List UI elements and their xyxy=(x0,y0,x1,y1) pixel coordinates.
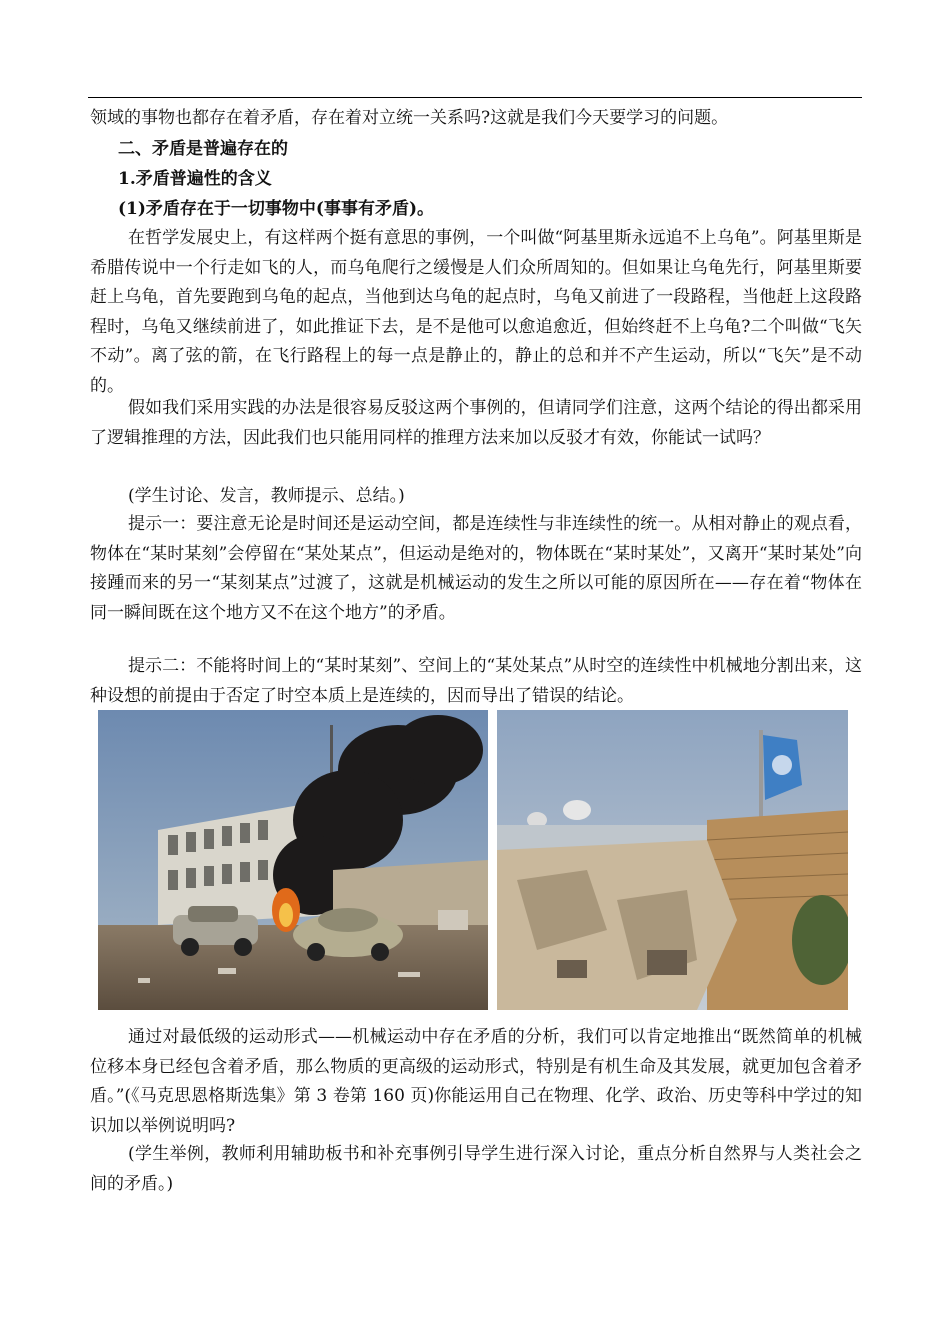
paragraph-refute: 假如我们采用实践的办法是很容易反驳这两个事例的，但请同学们注意，这两个结论的得出都采用了逻辑推理的方法，因此我们也只能用同样的推理方法来加以反驳才有效，你能试一试吗？ xyxy=(90,398,862,448)
intro-line: 领域的事物也都存在着矛盾，存在着对立统一关系吗?这就是我们今天要学习的问题。 xyxy=(90,108,729,128)
note-examples: (学生举例，教师利用辅助板书和补充事例引导学生进行深入讨论，重点分析自然界与人类社会之间的矛盾。) xyxy=(90,1144,862,1194)
subsection-heading: 1.矛盾普遍性的含义 xyxy=(118,169,272,189)
point-heading: (1)矛盾存在于一切事物中(事事有矛盾)。 xyxy=(118,199,435,219)
header-rule xyxy=(88,97,862,98)
hint-one: 提示一：要注意无论是时间还是运动空间，都是连续性与非连续性的统一。从相对静止的观点看，物体在“某时某刻”会停留在“某处某点”，但运动是绝对的，物体既在“某时某处”，又离开“某时某处”向接踵而来的另一“某刻某点”过渡了，这就是机械运动的发生之所以可能的原因所在——存在着“物体在同一瞬间既在这个地方又不在这个地方”的矛盾。 xyxy=(90,514,862,623)
paragraph-marx: 通过对最低级的运动形式——机械运动中存在矛盾的分析，我们可以肯定地推出“既然简单的机械位移本身已经包含着矛盾，那么物质的更高级的运动形式，特别是有机生命及其发展，就更加包含着矛盾。”(《马克思恩格斯选集》第 3 卷第 160 页)你能运用自己在物理、化学、政治、历史等科中学过的知识加以举例说明吗? xyxy=(90,1027,862,1136)
note-discussion: (学生讨论、发言，教师提示、总结。) xyxy=(128,486,405,506)
photo-damaged-building-flag xyxy=(497,710,848,1010)
section-heading: 二、矛盾是普遍存在的 xyxy=(118,139,288,159)
hint-two: 提示二：不能将时间上的“某时某刻”、空间上的“某处某点”从时空的连续性中机械地分割出来，这种设想的前提由于否定了时空本质上是连续的，因而导出了错误的结论。 xyxy=(90,656,862,706)
photo-bombing-scene xyxy=(98,710,488,1010)
paragraph-zeno: 在哲学发展史上，有这样两个挺有意思的事例，一个叫做“阿基里斯永远追不上乌龟”。阿基里斯是希腊传说中一个行走如飞的人，而乌龟爬行之缓慢是人们众所周知的。但如果让乌龟先行，阿基里斯要赶上乌龟，首先要跑到乌龟的起点，当他到达乌龟的起点时，乌龟又前进了一段路程，当他赶上这段路程时，乌龟又继续前进了，如此推证下去，是不是他可以愈追愈近，但始终赶不上乌龟?二个叫做“飞矢不动”。离了弦的箭，在飞行路程上的每一点是静止的，静止的总和并不产生运动，所以“飞矢”是不动的。 xyxy=(90,228,862,396)
